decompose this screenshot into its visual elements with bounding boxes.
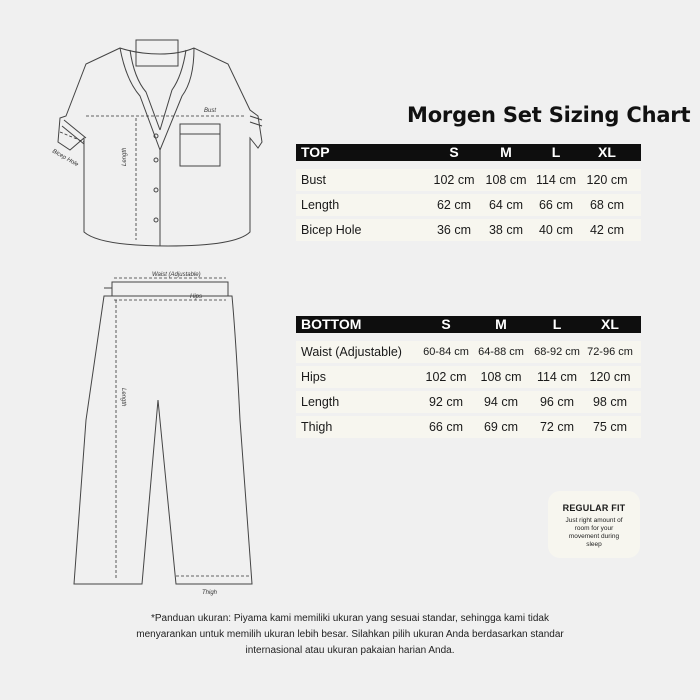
cell: 120 cm xyxy=(586,173,628,187)
header-top: TOP xyxy=(301,144,330,160)
header-bottom: BOTTOM xyxy=(301,316,362,332)
table-row xyxy=(296,194,641,216)
table-row xyxy=(296,391,641,413)
header-xl: XL xyxy=(598,144,616,160)
row-label: Bust xyxy=(301,173,327,187)
header-s: S xyxy=(449,144,459,160)
cell: 36 cm xyxy=(436,223,472,237)
row-label: Waist (Adjustable) xyxy=(301,345,402,359)
table-header xyxy=(296,316,641,333)
header-xl: XL xyxy=(601,316,619,332)
cell: 68-92 cm xyxy=(534,346,580,358)
badge-title: REGULAR FIT xyxy=(562,503,626,513)
cell: 102 cm xyxy=(433,173,475,187)
pants-outline xyxy=(74,282,252,584)
cell: 96 cm xyxy=(539,395,575,409)
footnote-line: menyarankan untuk memilih ukuran lebih besar. Silahkan pilih ukuran Anda berdasarkan standar xyxy=(136,629,564,640)
header-m: M xyxy=(500,144,512,160)
badge-description: Just right amount of room for your movement during sleep xyxy=(565,517,623,548)
regular-fit-badge xyxy=(548,491,640,558)
table-row xyxy=(296,169,641,191)
table-row xyxy=(296,219,641,241)
header-l: L xyxy=(551,144,561,160)
bottom-size-table xyxy=(296,316,641,438)
cell: 102 cm xyxy=(425,370,467,384)
length-bottom-label: Length xyxy=(120,388,126,407)
table-row xyxy=(296,416,641,438)
cell: 69 cm xyxy=(483,420,519,434)
waist-label: Waist (Adjustable) xyxy=(152,272,201,278)
table-header xyxy=(296,144,641,161)
table-row xyxy=(296,366,641,388)
cell: 98 cm xyxy=(592,395,628,409)
size-guide-footnote xyxy=(100,611,600,659)
cell: 64-88 cm xyxy=(478,346,524,358)
header-s: S xyxy=(441,316,451,332)
bicep-label: Bicep Hole xyxy=(51,148,80,169)
cell: 60-84 cm xyxy=(423,346,469,358)
footnote-line: *Panduan ukuran: Piyama kami memiliki ukuran yang sesuai standar, sehingga kami tidak xyxy=(151,613,549,624)
cell: 62 cm xyxy=(436,198,472,212)
cell: 68 cm xyxy=(589,198,625,212)
cell: 92 cm xyxy=(428,395,464,409)
header-l: L xyxy=(552,316,562,332)
garment-illustration xyxy=(0,0,300,600)
cell: 114 cm xyxy=(536,370,578,384)
row-label: Hips xyxy=(301,370,327,384)
cell: 40 cm xyxy=(538,223,574,237)
row-label: Bicep Hole xyxy=(301,223,362,237)
cell: 66 cm xyxy=(538,198,574,212)
cell: 64 cm xyxy=(488,198,524,212)
cell: 75 cm xyxy=(592,420,628,434)
top-size-table xyxy=(296,144,641,241)
cell: 42 cm xyxy=(589,223,625,237)
cell: 108 cm xyxy=(485,173,527,187)
cell: 72 cm xyxy=(539,420,575,434)
cell: 120 cm xyxy=(589,370,631,384)
cell: 94 cm xyxy=(483,395,519,409)
header-m: M xyxy=(495,316,507,332)
row-label: Length xyxy=(301,198,340,212)
cell: 72-96 cm xyxy=(587,346,633,358)
page-title: Morgen Set Sizing Chart xyxy=(407,103,691,127)
cell: 38 cm xyxy=(488,223,524,237)
bust-label: Bust xyxy=(204,108,217,114)
table-row xyxy=(296,341,641,363)
thigh-label: Thigh xyxy=(202,590,218,596)
length-top-label: Length xyxy=(122,147,128,166)
hips-label: Hips xyxy=(190,294,203,300)
footnote-line: internasional atau ukuran pakaian harian Anda. xyxy=(245,645,455,656)
cell: 114 cm xyxy=(535,173,577,187)
cell: 108 cm xyxy=(480,370,522,384)
row-label: Thigh xyxy=(301,420,333,434)
cell: 66 cm xyxy=(428,420,464,434)
row-label: Length xyxy=(301,395,340,409)
